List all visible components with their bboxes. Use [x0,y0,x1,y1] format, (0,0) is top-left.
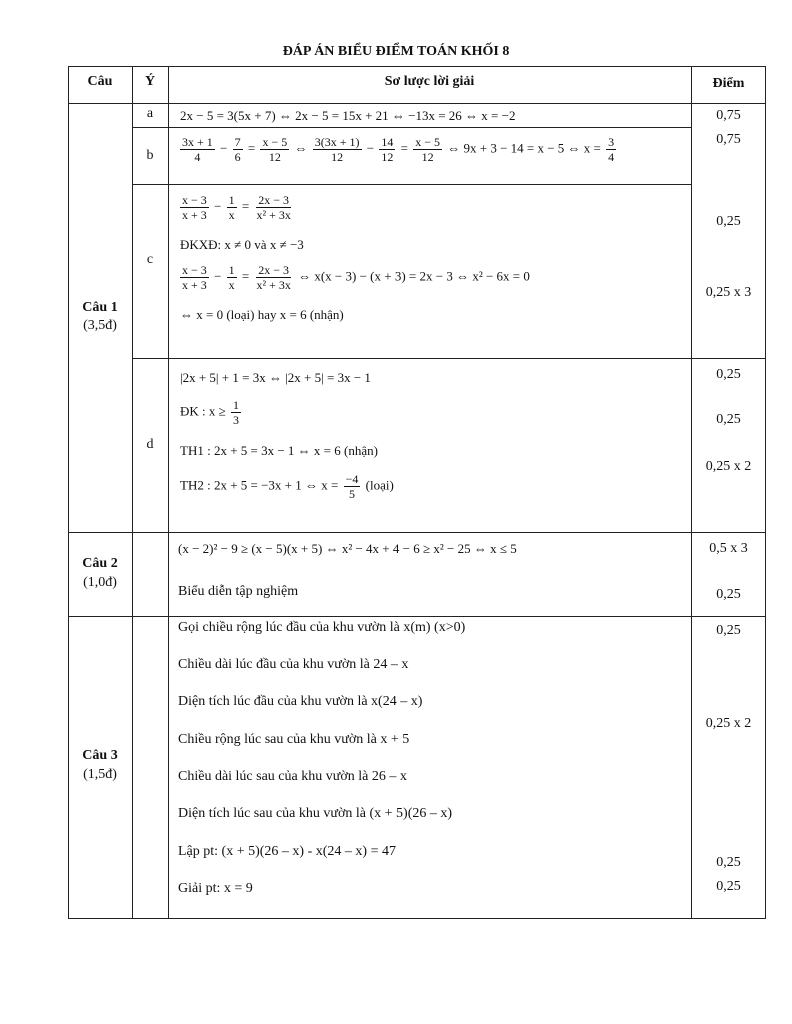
q1d-id: d [146,437,154,452]
q1d-dk: ĐK : x ≥ $\frac{1}{3}$ [180,398,240,427]
q3-line: Diện tích lúc sau của khu vườn là (x + 5)(26 – x) [178,806,453,821]
q2-line1: (x − 2)² − 9 ≥ (x − 5)(x + 5) ⇔ x² − 4x + 4 − 6 ≥ x² − 25 ⇔ x ≤ 5 [178,541,517,556]
q3-line: Giải pt: x = 9 [178,881,253,896]
q1b-solution: $\frac{3x + 1}{4}$ − $\frac{7}{6}$ = $\frac{x - 5}{12}$ ⇔ $\frac{3(3x + 1)}{12}$ − $\frac{14}{12}$ = $\frac{x - 5}{12}$ ⇔ 9x + 3 − 14 = x − 5 ⇔ x = $\frac{3}{4}$ [182,135,615,164]
q1d-line1: |2x + 5| + 1 = 3x ⇔ |2x + 5| = 3x − 1 [180,370,371,385]
q1c-line3: $\frac{x - 3}{x + 3}$ − $\frac{1}{x}$ = $\frac{2x - 3}{\text{x² + 3x}}$ ⇔ x(x − 3) − (x + 3) = 2x − 3 ⇔ x² − 6x = 0 [182,263,530,292]
q3-line: Chiều dài lúc đầu của khu vườn là 24 – x [178,657,409,672]
q2-line2: Biểu diễn tập nghiệm [178,584,299,599]
q3-score4: 0,25 [716,879,741,894]
q3-line: Chiều dài lúc sau của khu vườn là 26 – x [178,769,407,784]
q3-score2: 0,25 x 2 [705,716,752,731]
q1-points: (3,5đ) [83,318,117,333]
q3-score1: 0,25 [716,623,741,638]
q1d-score2: 0,25 [716,412,741,427]
header-y: Ý [144,74,156,89]
q1a-solution: 2x − 5 = 3(5x + 7) ⇔ 2x − 5 = 15x + 21 ⇔ −13x = 26 ⇔ x = −2 [180,108,516,123]
q3-score3: 0,25 [716,855,741,870]
header-solution: Sơ lược lời giải [384,74,475,89]
q2-label: Câu 2 [82,556,118,571]
q1c-line1: $\frac{x - 3}{x + 3}$ − $\frac{1}{x}$ = $\frac{2x - 3}{\text{x² + 3x}}$ [182,193,291,222]
q3-line: Gọi chiều rộng lúc đầu của khu vườn là x(m) (x>0) [178,620,466,635]
header-score: Điểm [712,76,745,91]
q1c-line4: ⇔ x = 0 (loại) hay x = 6 (nhận) [180,307,344,322]
q1a-id: a [146,106,154,121]
q3-label: Câu 3 [82,748,118,763]
q1-label: Câu 1 [82,300,118,315]
q2-score2: 0,25 [716,587,741,602]
q1d-score1: 0,25 [716,367,741,382]
q1b-id: b [146,148,154,163]
q3-line: Chiều rộng lúc sau của khu vườn là x + 5 [178,732,410,747]
q1c-score1: 0,25 [716,214,741,229]
header-cau: Câu [87,74,113,89]
q3-line: Lập pt: (x + 5)(26 – x) - x(24 – x) = 47 [178,844,396,859]
q2-score1: 0,5 x 3 [709,541,748,556]
q1b-score: 0,75 [716,132,741,147]
q1c-score2: 0,25 x 3 [705,285,752,300]
q1c-dkxd: ĐKXĐ: x ≠ 0 và x ≠ −3 [180,237,304,252]
q3-points: (1,5đ) [83,767,117,782]
q1a-score: 0,75 [716,108,741,123]
q1c-id: c [146,252,154,267]
q1d-score3: 0,25 x 2 [705,459,752,474]
q2-points: (1,0đ) [83,575,117,590]
q1d-th1: TH1 : 2x + 5 = 3x − 1 ⇔ x = 6 (nhận) [180,443,378,458]
page-title: ĐÁP ÁN BIỂU ĐIỂM TOÁN KHỐI 8 [282,44,510,59]
q3-line: Diện tích lúc đầu của khu vườn là x(24 – x) [178,694,423,709]
q1d-th2: TH2 : 2x + 5 = −3x + 1 ⇔ x = $\frac{-4}{5}$ (loại) [180,472,394,501]
